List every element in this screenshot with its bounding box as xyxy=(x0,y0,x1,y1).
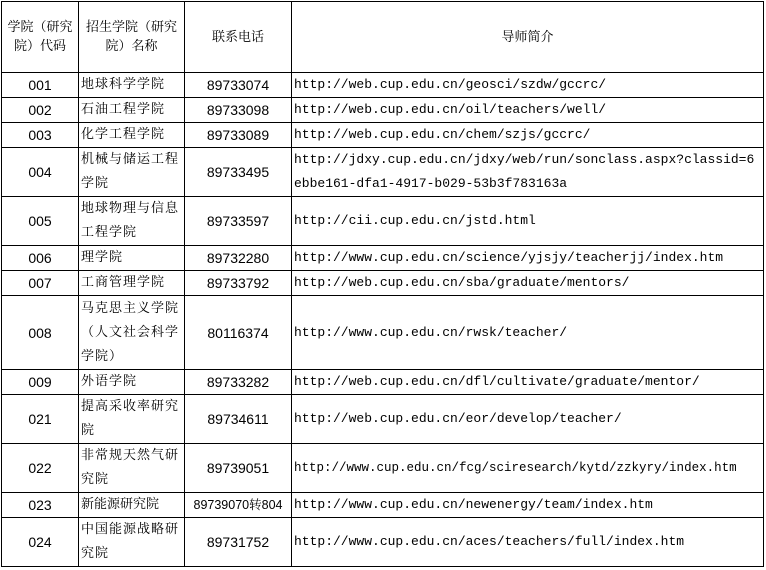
supervisor-link[interactable]: http://web.cup.edu.cn/chem/szjs/gccrc/ xyxy=(292,123,764,148)
college-name: 石油工程学院 xyxy=(79,98,185,123)
supervisor-link[interactable]: http://web.cup.edu.cn/dfl/cultivate/graduate/mentor/ xyxy=(292,370,764,395)
college-name: 非常规天然气研究院 xyxy=(79,444,185,493)
college-code: 005 xyxy=(2,197,79,246)
college-name: 马克思主义学院（人文社会科学学院） xyxy=(79,296,185,370)
college-phone: 89732280 xyxy=(185,246,292,271)
college-phone: 89733282 xyxy=(185,370,292,395)
table-row xyxy=(2,296,764,370)
table-row xyxy=(2,148,764,197)
supervisor-link[interactable]: http://web.cup.edu.cn/eor/develop/teacher/ xyxy=(292,395,764,444)
header-phone: 联系电话 xyxy=(185,2,292,73)
supervisor-link[interactable]: http://cii.cup.edu.cn/jstd.html xyxy=(292,197,764,246)
supervisor-table xyxy=(1,1,764,567)
header-name: 招生学院（研究院）名称 xyxy=(79,2,185,73)
table-row xyxy=(2,73,764,98)
college-code: 008 xyxy=(2,296,79,370)
college-name: 工商管理学院 xyxy=(79,271,185,296)
header-row xyxy=(2,2,764,73)
supervisor-link[interactable]: http://web.cup.edu.cn/sba/graduate/mentors/ xyxy=(292,271,764,296)
college-phone: 89734611 xyxy=(185,395,292,444)
college-phone: 89733098 xyxy=(185,98,292,123)
supervisor-link[interactable]: http://web.cup.edu.cn/geosci/szdw/gccrc/ xyxy=(292,73,764,98)
college-name: 地球物理与信息工程学院 xyxy=(79,197,185,246)
table-row xyxy=(2,246,764,271)
college-code: 009 xyxy=(2,370,79,395)
college-name: 化学工程学院 xyxy=(79,123,185,148)
college-phone: 89733597 xyxy=(185,197,292,246)
college-phone: 89731752 xyxy=(185,518,292,567)
supervisor-link[interactable]: http://www.cup.edu.cn/science/yjsjy/teacherjj/index.htm xyxy=(292,246,764,271)
college-name: 地球科学学院 xyxy=(79,73,185,98)
supervisor-link[interactable]: http://jdxy.cup.edu.cn/jdxy/web/run/sonclass.aspx?classid=6ebbe161-dfa1-4917-b029-53b3f783163a xyxy=(292,148,764,197)
table-row xyxy=(2,98,764,123)
college-code: 021 xyxy=(2,395,79,444)
college-name: 提高采收率研究院 xyxy=(79,395,185,444)
college-code: 023 xyxy=(2,493,79,518)
college-code: 022 xyxy=(2,444,79,493)
college-code: 001 xyxy=(2,73,79,98)
college-name: 新能源研究院 xyxy=(79,493,185,518)
college-phone: 89739051 xyxy=(185,444,292,493)
college-code: 004 xyxy=(2,148,79,197)
college-phone: 89733792 xyxy=(185,271,292,296)
college-code: 002 xyxy=(2,98,79,123)
supervisor-link[interactable]: http://www.cup.edu.cn/fcg/sciresearch/kytd/zzkyry/index.htm xyxy=(292,444,764,493)
college-name: 机械与储运工程学院 xyxy=(79,148,185,197)
college-phone: 89739070转804 xyxy=(185,493,292,518)
table-row xyxy=(2,123,764,148)
header-code: 学院（研究院）代码 xyxy=(2,2,79,73)
table-row xyxy=(2,197,764,246)
college-code: 006 xyxy=(2,246,79,271)
table-row xyxy=(2,370,764,395)
college-name: 中国能源战略研究院 xyxy=(79,518,185,567)
supervisor-link[interactable]: http://www.cup.edu.cn/newenergy/team/index.htm xyxy=(292,493,764,518)
table-row xyxy=(2,395,764,444)
college-phone: 89733089 xyxy=(185,123,292,148)
college-code: 003 xyxy=(2,123,79,148)
table-row xyxy=(2,518,764,567)
college-phone: 89733495 xyxy=(185,148,292,197)
supervisor-link[interactable]: http://web.cup.edu.cn/oil/teachers/well/ xyxy=(292,98,764,123)
supervisor-link[interactable]: http://www.cup.edu.cn/aces/teachers/full/index.htm xyxy=(292,518,764,567)
college-name: 外语学院 xyxy=(79,370,185,395)
header-intro: 导师简介 xyxy=(292,2,764,73)
college-phone: 89733074 xyxy=(185,73,292,98)
college-phone: 80116374 xyxy=(185,296,292,370)
college-code: 024 xyxy=(2,518,79,567)
table-row xyxy=(2,271,764,296)
college-code: 007 xyxy=(2,271,79,296)
college-name: 理学院 xyxy=(79,246,185,271)
supervisor-link[interactable]: http://www.cup.edu.cn/rwsk/teacher/ xyxy=(292,296,764,370)
table-row xyxy=(2,493,764,518)
table-row xyxy=(2,444,764,493)
